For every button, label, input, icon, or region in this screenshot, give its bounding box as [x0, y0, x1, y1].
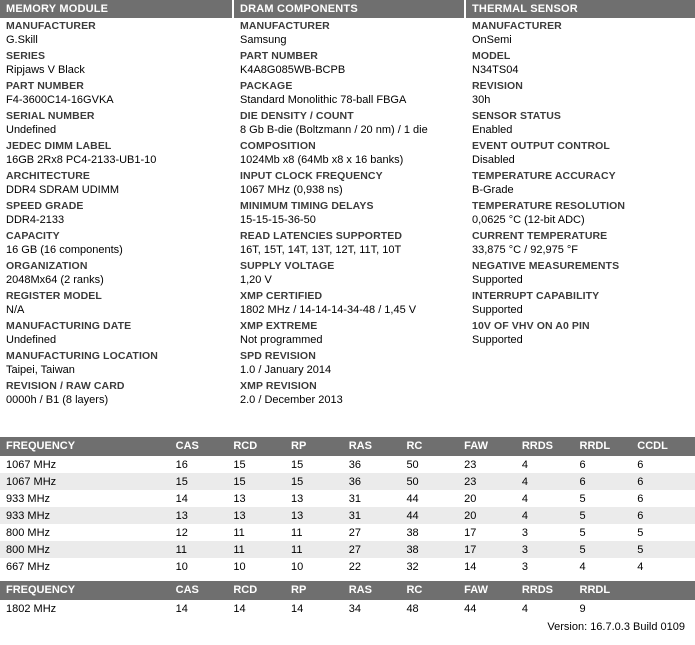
field-label: XMP REVISION: [240, 380, 317, 392]
field-value: 16GB 2Rx8 PC4-2133-UB1-10: [6, 154, 157, 166]
field-read-latencies-supported: [234, 228, 464, 258]
field-value: Enabled: [472, 124, 513, 136]
cell-cas: 11: [176, 541, 234, 558]
field-label: JEDEC DIMM LABEL: [6, 140, 112, 152]
field-label: EVENT OUTPUT CONTROL: [472, 140, 610, 152]
cell-rrdl: 6: [580, 473, 638, 490]
cell-rcd: 15: [233, 473, 291, 490]
cell-rp: 13: [291, 507, 349, 524]
field-label: TEMPERATURE RESOLUTION: [472, 200, 626, 212]
field-label: SERIES: [6, 50, 46, 62]
jedec-timing-table-block: [0, 437, 695, 575]
cell-rrds: 4: [522, 507, 580, 524]
field-composition: [234, 138, 464, 168]
col-header-ras: RAS: [349, 581, 407, 600]
col-header-rc: RC: [406, 437, 464, 456]
field-value: 16 GB (16 components): [6, 244, 123, 256]
field-value: Taipei, Taiwan: [6, 364, 75, 376]
field-value: Disabled: [472, 154, 515, 166]
cell-rrds: 3: [522, 558, 580, 575]
cell-ccdl: 6: [637, 473, 695, 490]
field-label: PART NUMBER: [240, 50, 318, 62]
table-row: [0, 456, 695, 473]
cell-ras: 36: [349, 456, 407, 473]
field-label: REGISTER MODEL: [6, 290, 102, 302]
field-10v-of-vhv-on-a0-pin: [466, 318, 695, 348]
cell-rp: 14: [291, 600, 349, 617]
field-organization: [0, 258, 232, 288]
field-label: CURRENT TEMPERATURE: [472, 230, 608, 242]
table-row: [0, 524, 695, 541]
cell-cas: 14: [176, 490, 234, 507]
col-header-faw: FAW: [464, 437, 522, 456]
field-architecture: [0, 168, 232, 198]
panel-title-thermal-sensor: THERMAL SENSOR: [466, 0, 695, 18]
col-header-rp: RP: [291, 437, 349, 456]
field-manufacturing-date: [0, 318, 232, 348]
field-label: 10V OF VHV ON A0 PIN: [472, 320, 590, 332]
field-capacity: [0, 228, 232, 258]
field-value: Undefined: [6, 334, 57, 346]
table-row: [0, 507, 695, 524]
cell-rrdl: 5: [580, 541, 638, 558]
field-value: 2.0 / December 2013: [240, 394, 343, 406]
cell-cas: 15: [176, 473, 234, 490]
cell-rc: 44: [406, 490, 464, 507]
panel-title-dram-components: DRAM COMPONENTS: [234, 0, 464, 18]
field-xmp-revision: [234, 378, 464, 408]
table-header-row: [0, 581, 695, 600]
field-package: [234, 78, 464, 108]
cell-rp: 15: [291, 456, 349, 473]
field-label: SENSOR STATUS: [472, 110, 562, 122]
col-header-rrds: RRDS: [522, 437, 580, 456]
cell-rp: 11: [291, 541, 349, 558]
field-label: INPUT CLOCK FREQUENCY: [240, 170, 383, 182]
cell-frequency: 1067 MHz: [0, 456, 176, 473]
cell-frequency: 667 MHz: [0, 558, 176, 575]
cell-ras: 36: [349, 473, 407, 490]
cell-ccdl: 4: [637, 558, 695, 575]
field-xmp-extreme: [234, 318, 464, 348]
field-value: Supported: [472, 304, 523, 316]
cell-spacer: [637, 600, 695, 617]
cell-frequency: 1067 MHz: [0, 473, 176, 490]
cell-rrdl: 9: [580, 600, 638, 617]
cell-rrds: 4: [522, 456, 580, 473]
field-current-temperature: [466, 228, 695, 258]
field-revision-raw-card: [0, 378, 232, 408]
cell-rc: 50: [406, 473, 464, 490]
cell-rcd: 14: [233, 600, 291, 617]
field-label: MANUFACTURER: [240, 20, 330, 32]
field-value: Supported: [472, 274, 523, 286]
field-input-clock-frequency: [234, 168, 464, 198]
field-label: SPEED GRADE: [6, 200, 84, 212]
field-label: MODEL: [472, 50, 511, 62]
panel-body-dram-components: [234, 18, 464, 408]
cell-ras: 31: [349, 507, 407, 524]
col-header-frequency: FREQUENCY: [0, 437, 176, 456]
field-series: [0, 48, 232, 78]
version-label: Version: 16.7.0.3 Build 0109: [547, 621, 685, 633]
panel-memory-module: [0, 0, 232, 437]
cell-rp: 13: [291, 490, 349, 507]
table-row: [0, 558, 695, 575]
cell-ras: 31: [349, 490, 407, 507]
cell-rrds: 4: [522, 473, 580, 490]
cell-rrds: 4: [522, 600, 580, 617]
col-header-cas: CAS: [176, 437, 234, 456]
cell-frequency: 933 MHz: [0, 490, 176, 507]
cell-rc: 32: [406, 558, 464, 575]
cell-rc: 38: [406, 524, 464, 541]
cell-rc: 48: [406, 600, 464, 617]
field-value: 1,20 V: [240, 274, 272, 286]
field-label: SERIAL NUMBER: [6, 110, 95, 122]
field-speed-grade: [0, 198, 232, 228]
field-label: MANUFACTURING DATE: [6, 320, 132, 332]
cell-ccdl: 5: [637, 524, 695, 541]
field-part-number: [234, 48, 464, 78]
cell-rcd: 11: [233, 524, 291, 541]
cell-faw: 23: [464, 473, 522, 490]
field-revision: [466, 78, 695, 108]
field-value: 1802 MHz / 14-14-14-34-48 / 1,45 V: [240, 304, 417, 316]
col-header-rrdl: RRDL: [580, 437, 638, 456]
cell-ras: 22: [349, 558, 407, 575]
field-sensor-status: [466, 108, 695, 138]
cell-rrds: 3: [522, 524, 580, 541]
field-value: N34TS04: [472, 64, 519, 76]
field-label: TEMPERATURE ACCURACY: [472, 170, 616, 182]
field-label: PART NUMBER: [6, 80, 84, 92]
cell-cas: 12: [176, 524, 234, 541]
field-label: COMPOSITION: [240, 140, 316, 152]
col-header-rcd: RCD: [233, 581, 291, 600]
field-die-density-count: [234, 108, 464, 138]
table-row: [0, 600, 695, 617]
cell-rrdl: 5: [580, 524, 638, 541]
field-label: CAPACITY: [6, 230, 60, 242]
field-value: F4-3600C14-16GVKA: [6, 94, 114, 106]
col-header-rrds: RRDS: [522, 581, 580, 600]
field-value: 33,875 °C / 92,975 °F: [472, 244, 579, 256]
field-jedec-dimm-label: [0, 138, 232, 168]
field-label: MINIMUM TIMING DELAYS: [240, 200, 374, 212]
field-value: 30h: [472, 94, 491, 106]
table-row: [0, 473, 695, 490]
cell-rcd: 15: [233, 456, 291, 473]
field-spd-revision: [234, 348, 464, 378]
cell-frequency: 1802 MHz: [0, 600, 176, 617]
panel-title-memory-module: MEMORY MODULE: [0, 0, 232, 18]
field-label: SPD REVISION: [240, 350, 316, 362]
field-manufacturer: [466, 18, 695, 48]
field-value: K4A8G085WB-BCPB: [240, 64, 346, 76]
jedec-timing-table: [0, 437, 695, 575]
field-manufacturing-location: [0, 348, 232, 378]
field-label: NEGATIVE MEASUREMENTS: [472, 260, 620, 272]
panel-body-thermal-sensor: [466, 18, 695, 348]
field-value: G.Skill: [6, 34, 38, 46]
field-value: DDR4-2133: [6, 214, 65, 226]
field-value: 1024Mb x8 (64Mb x8 x 16 banks): [240, 154, 404, 166]
panel-dram-components: [232, 0, 464, 437]
cell-rrdl: 6: [580, 456, 638, 473]
col-header-ccdl: CCDL: [637, 437, 695, 456]
cell-rp: 15: [291, 473, 349, 490]
field-label: MANUFACTURER: [472, 20, 562, 32]
field-label: ORGANIZATION: [6, 260, 88, 272]
field-value: Undefined: [6, 124, 57, 136]
cell-rcd: 13: [233, 507, 291, 524]
cell-frequency: 800 MHz: [0, 524, 176, 541]
cell-faw: 44: [464, 600, 522, 617]
field-value: Supported: [472, 334, 523, 346]
field-serial-number: [0, 108, 232, 138]
cell-faw: 20: [464, 490, 522, 507]
field-value: N/A: [6, 304, 25, 316]
cell-cas: 10: [176, 558, 234, 575]
field-label: ARCHITECTURE: [6, 170, 91, 182]
cell-rrdl: 5: [580, 507, 638, 524]
cell-rcd: 10: [233, 558, 291, 575]
cell-faw: 20: [464, 507, 522, 524]
field-label: XMP CERTIFIED: [240, 290, 323, 302]
table-row: [0, 490, 695, 507]
field-value: Not programmed: [240, 334, 323, 346]
cell-ccdl: 6: [637, 456, 695, 473]
field-value: 8 Gb B-die (Boltzmann / 20 nm) / 1 die: [240, 124, 428, 136]
xmp-timing-table-block: [0, 581, 695, 617]
field-label: REVISION / RAW CARD: [6, 380, 125, 392]
field-label: MANUFACTURING LOCATION: [6, 350, 158, 362]
field-label: READ LATENCIES SUPPORTED: [240, 230, 403, 242]
field-value: DDR4 SDRAM UDIMM: [6, 184, 120, 196]
table-row: [0, 541, 695, 558]
cell-faw: 14: [464, 558, 522, 575]
cell-faw: 23: [464, 456, 522, 473]
field-value: 1.0 / January 2014: [240, 364, 332, 376]
cell-ras: 27: [349, 541, 407, 558]
field-value: 0,0625 °C (12-bit ADC): [472, 214, 585, 226]
panel-thermal-sensor: [464, 0, 695, 437]
cell-cas: 14: [176, 600, 234, 617]
table-header-row: [0, 437, 695, 456]
cell-rrdl: 5: [580, 490, 638, 507]
cell-ras: 34: [349, 600, 407, 617]
field-label: REVISION: [472, 80, 523, 92]
cell-rc: 50: [406, 456, 464, 473]
cell-rrds: 4: [522, 490, 580, 507]
field-event-output-control: [466, 138, 695, 168]
field-value: 15-15-15-36-50: [240, 214, 316, 226]
cell-rp: 10: [291, 558, 349, 575]
xmp-timing-table: [0, 581, 695, 617]
cell-rp: 11: [291, 524, 349, 541]
col-header-rc: RC: [406, 581, 464, 600]
field-label: INTERRUPT CAPABILITY: [472, 290, 600, 302]
field-label: XMP EXTREME: [240, 320, 318, 332]
field-value: OnSemi: [472, 34, 512, 46]
field-temperature-resolution: [466, 198, 695, 228]
cell-rrdl: 4: [580, 558, 638, 575]
col-header-cas: CAS: [176, 581, 234, 600]
cell-cas: 16: [176, 456, 234, 473]
field-value: Standard Monolithic 78-ball FBGA: [240, 94, 407, 106]
cell-ras: 27: [349, 524, 407, 541]
cell-rc: 44: [406, 507, 464, 524]
cell-rrds: 3: [522, 541, 580, 558]
field-minimum-timing-delays: [234, 198, 464, 228]
field-value: Ripjaws V Black: [6, 64, 85, 76]
col-header-faw: FAW: [464, 581, 522, 600]
field-part-number: [0, 78, 232, 108]
cell-rcd: 11: [233, 541, 291, 558]
col-header-ras: RAS: [349, 437, 407, 456]
panel-body-memory-module: [0, 18, 232, 408]
cell-frequency: 933 MHz: [0, 507, 176, 524]
field-negative-measurements: [466, 258, 695, 288]
field-register-model: [0, 288, 232, 318]
field-value: B-Grade: [472, 184, 514, 196]
col-header-spacer: [637, 581, 695, 600]
col-header-rp: RP: [291, 581, 349, 600]
cell-cas: 13: [176, 507, 234, 524]
cell-ccdl: 6: [637, 490, 695, 507]
col-header-rrdl: RRDL: [580, 581, 638, 600]
field-temperature-accuracy: [466, 168, 695, 198]
field-value: Samsung: [240, 34, 287, 46]
cell-ccdl: 5: [637, 541, 695, 558]
cell-rc: 38: [406, 541, 464, 558]
field-label: DIE DENSITY / COUNT: [240, 110, 354, 122]
cell-faw: 17: [464, 524, 522, 541]
field-interrupt-capability: [466, 288, 695, 318]
field-manufacturer: [0, 18, 232, 48]
cell-rcd: 13: [233, 490, 291, 507]
field-value: 0000h / B1 (8 layers): [6, 394, 109, 406]
cell-ccdl: 6: [637, 507, 695, 524]
field-label: SUPPLY VOLTAGE: [240, 260, 335, 272]
cell-faw: 17: [464, 541, 522, 558]
field-supply-voltage: [234, 258, 464, 288]
field-manufacturer: [234, 18, 464, 48]
col-header-frequency: FREQUENCY: [0, 581, 176, 600]
field-label: MANUFACTURER: [6, 20, 96, 32]
field-label: PACKAGE: [240, 80, 293, 92]
field-value: 2048Mx64 (2 ranks): [6, 274, 104, 286]
field-value: 1067 MHz (0,938 ns): [240, 184, 343, 196]
field-model: [466, 48, 695, 78]
field-xmp-certified: [234, 288, 464, 318]
field-value: 16T, 15T, 14T, 13T, 12T, 11T, 10T: [240, 244, 402, 256]
cell-frequency: 800 MHz: [0, 541, 176, 558]
col-header-rcd: RCD: [233, 437, 291, 456]
